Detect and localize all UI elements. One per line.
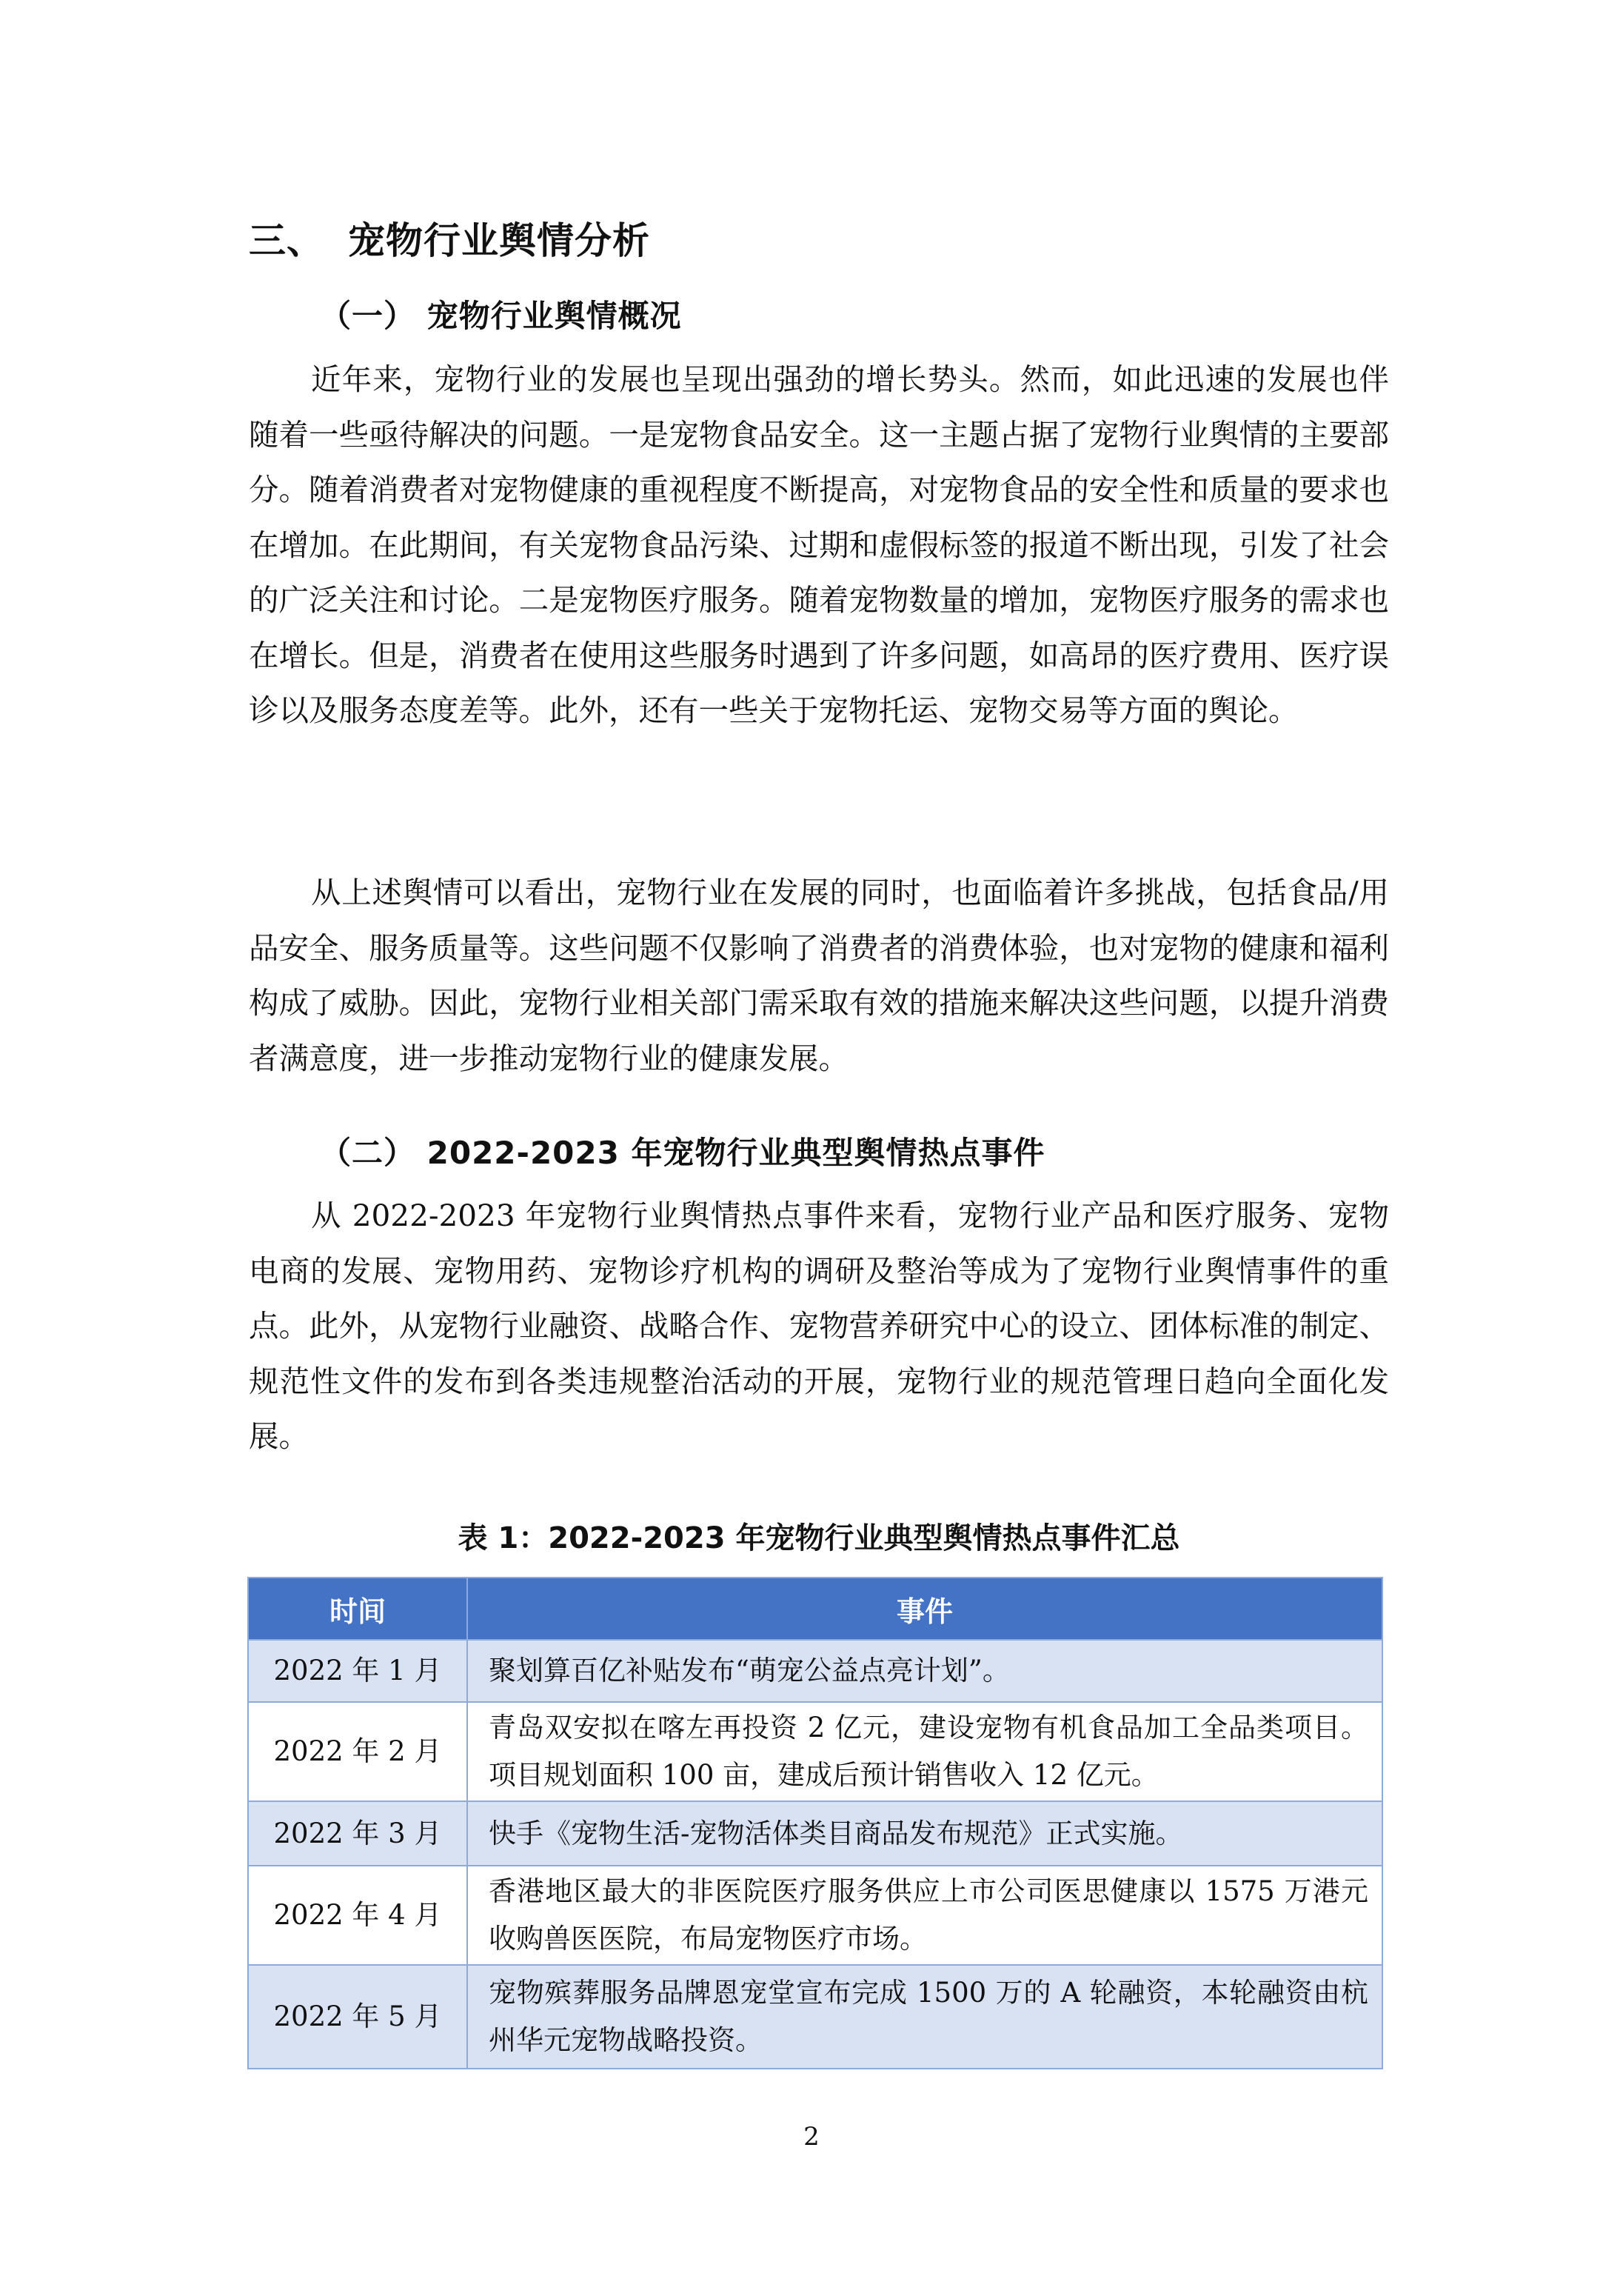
cell-event: 青岛双安拟在喀左再投资 2 亿元，建设宠物有机食品加工全品类项目。项目规划面积 100 亩，建成后预计销售收入 12 亿元。 [467,1702,1382,1801]
table-header-row [248,1578,1382,1640]
subsection-heading-overview: （一） 宠物行业舆情概况 [320,298,682,334]
table-row [248,1866,1382,1965]
paragraph-overview: 近年来，宠物行业的发展也呈现出强劲的增长势头。然而，如此迅速的发展也伴随着一些亟待解决的问题。一是宠物食品安全。这一主题占据了宠物行业舆情的主要部分。随着消费者对宠物健康的重视程度不断提高，对宠物食品的安全性和质量的要求也在增加。在此期间，有关宠物食品污染、过期和虚假标签的报道不断出现，引发了社会的广泛关注和讨论。二是宠物医疗服务。随着宠物数量的增加，宠物医疗服务的需求也在增长。但是，消费者在使用这些服务时遇到了许多问题，如高昂的医疗费用、医疗误诊以及服务态度差等。此外，还有一些关于宠物托运、宠物交易等方面的舆论。 [249,361,1389,728]
cell-event: 香港地区最大的非医院医疗服务供应上市公司医思健康以 1575 万港元收购兽医医院，布局宠物医疗市场。 [467,1866,1382,1965]
cell-time: 2022 年 5 月 [248,1965,467,2069]
page-number: 2 [803,2122,820,2152]
header-time: 时间 [248,1578,467,1640]
cell-time: 2022 年 3 月 [248,1801,467,1866]
paragraph-events: 从 2022-2023 年宠物行业舆情热点事件来看，宠物行业产品和医疗服务、宠物电商的发展、宠物用药、宠物诊疗机构的调研及整治等成为了宠物行业舆情事件的重点。此外，从宠物行业融资、战略合作、宠物营养研究中心的设立、团体标准的制定、规范性文件的发布到各类违规整治活动的开展，宠物行业的规范管理日趋向全面化发展。 [249,1198,1389,1454]
cell-time: 2022 年 4 月 [248,1866,467,1965]
table-caption: 表 1：2022-2023 年宠物行业典型舆情热点事件汇总 [458,1521,1180,1555]
table-row [248,1640,1382,1702]
section-number: 三、 [249,219,324,262]
paragraph-challenges: 从上述舆情可以看出，宠物行业在发展的同时，也面临着许多挑战，包括食品/用品安全、服务质量等。这些问题不仅影响了消费者的消费体验，也对宠物的健康和福利构成了威胁。因此，宠物行业相关部门需采取有效的措施来解决这些问题，以提升消费者满意度，进一步推动宠物行业的健康发展。 [249,875,1389,1076]
cell-time: 2022 年 2 月 [248,1702,467,1801]
header-event: 事件 [467,1578,1382,1640]
events-table [247,1577,1383,2069]
cell-event: 宠物殡葬服务品牌恩宠堂宣布完成 1500 万的 A 轮融资，本轮融资由杭州华元宠物战略投资。 [467,1965,1382,2069]
cell-time: 2022 年 1 月 [248,1640,467,1702]
table-row [248,1965,1382,2069]
cell-event: 快手《宠物生活-宠物活体类目商品发布规范》正式实施。 [467,1801,1382,1866]
section-heading [249,211,650,270]
cell-event: 聚划算百亿补贴发布“萌宠公益点亮计划”。 [467,1640,1382,1702]
table-row [248,1801,1382,1866]
section-title: 宠物行业舆情分析 [348,219,650,262]
table-row [248,1702,1382,1801]
subsection-heading-events: （二） 2022-2023 年宠物行业典型舆情热点事件 [320,1135,1045,1171]
